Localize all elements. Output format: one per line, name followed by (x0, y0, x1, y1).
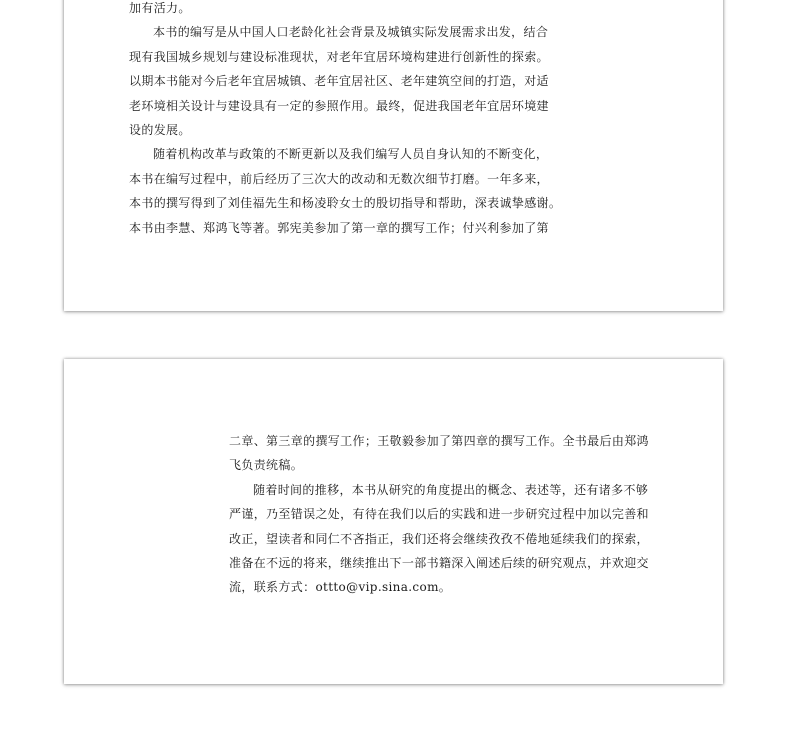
paragraph-start-line: 本书的编写是从中国人口老龄化社会背景及城镇实际发展需求出发，结合 (153, 25, 549, 40)
page-1-text (129, 0, 561, 240)
text-line: 设的发展。 (129, 122, 191, 137)
text-line: 本书由李慧、郑鸿飞等著。郭宪美参加了第一章的撰写工作；付兴利参加了第 (129, 220, 549, 235)
text-line: 二章、第三章的撰写工作；王敬毅参加了第四章的撰写工作。全书最后由郑鸿 (229, 434, 649, 448)
text-line: 现有我国城乡规划与建设标准现状，对老年宜居环境构建进行创新性的探索。 (129, 49, 549, 64)
text-line: 以期本书能对今后老年宜居城镇、老年宜居社区、老年建筑空间的打造，对适 (129, 74, 549, 89)
contact-email-line: 流，联系方式：ottto@vip.sina.com。 (229, 580, 452, 595)
text-line: 准备在不远的将来，继续推出下一部书籍深入阐述后续的研究观点，并欢迎交 (229, 555, 649, 570)
text-line: 改正，望读者和同仁不吝指正，我们还将会继续孜孜不倦地延续我们的探索， (229, 531, 649, 546)
document-page-1 (64, 0, 723, 311)
text-line: 严谨，乃至错误之处，有待在我们以后的实践和进一步研究过程中加以完善和 (229, 507, 649, 522)
text-line: 加有活力。 (129, 1, 191, 15)
text-line: 本书在编写过程中，前后经历了三次大的改动和无数次细节打磨。一年多来， (129, 171, 549, 186)
paragraph-start-line: 随着时间的推移，本书从研究的角度提出的概念、表述等，还有诸多不够 (253, 482, 649, 497)
document-page-2 (64, 359, 723, 684)
text-line: 本书的撰写得到了刘佳福先生和杨凌聆女士的殷切指导和帮助，深表诚挚感谢。 (129, 196, 562, 211)
page-2-text (229, 429, 665, 600)
text-line: 老环境相关设计与建设具有一定的参照作用。最终，促进我国老年宜居环境建 (129, 98, 549, 113)
text-line: 飞负责统稿。 (229, 458, 304, 473)
paragraph-start-line: 随着机构改革与政策的不断更新以及我们编写人员自身认知的不断变化， (153, 147, 549, 162)
